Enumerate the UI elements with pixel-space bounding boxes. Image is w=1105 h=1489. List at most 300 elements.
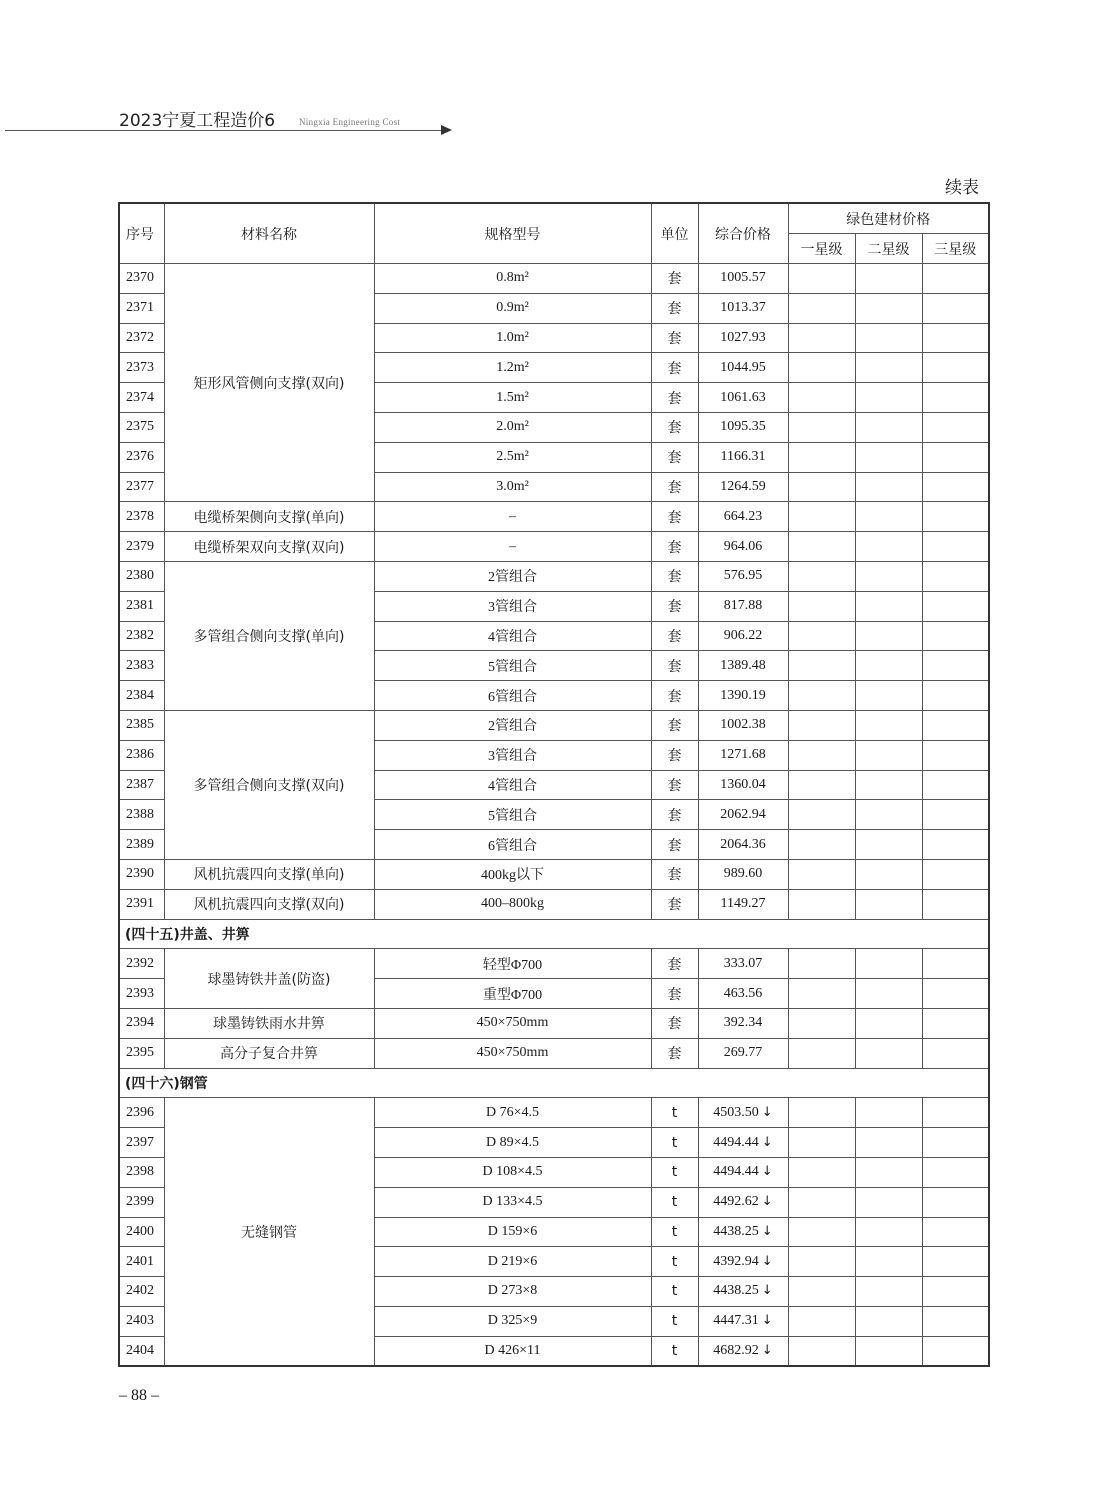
- price-value: 269.77: [723, 1045, 763, 1061]
- row-price: [698, 591, 788, 621]
- row-unit: 套: [651, 770, 698, 800]
- section-row: [119, 1068, 989, 1098]
- row-star2: [855, 830, 922, 860]
- price-value: 1390.19: [720, 687, 766, 703]
- row-star2: [855, 710, 922, 740]
- row-price: [698, 412, 788, 442]
- row-star2: [855, 800, 922, 830]
- price-down-arrow-icon: ↓: [761, 1134, 773, 1150]
- row-unit: 套: [651, 710, 698, 740]
- row-star2: [855, 770, 922, 800]
- price-value: 817.88: [723, 598, 763, 614]
- row-star3: [922, 532, 989, 562]
- row-price: [698, 353, 788, 383]
- row-star2: [855, 323, 922, 353]
- row-star3: [922, 1038, 989, 1068]
- row-star1: [788, 800, 855, 830]
- row-unit: 套: [651, 1038, 698, 1068]
- row-star2: [855, 293, 922, 323]
- row-unit: t: [651, 1187, 698, 1217]
- row-unit: 套: [651, 740, 698, 770]
- row-spec: D 159×6: [374, 1217, 651, 1247]
- row-star1: [788, 681, 855, 711]
- row-spec: 3.0m²: [374, 472, 651, 502]
- row-star2: [855, 1187, 922, 1217]
- row-seq: 2376: [119, 442, 164, 472]
- price-value: 4494.44: [713, 1134, 759, 1150]
- row-unit: 套: [651, 979, 698, 1009]
- price-value: 1166.31: [720, 449, 766, 465]
- row-star2: [855, 1038, 922, 1068]
- row-seq: 2380: [119, 561, 164, 591]
- row-star3: [922, 1128, 989, 1158]
- row-star3: [922, 621, 989, 651]
- row-star1: [788, 979, 855, 1009]
- row-price: [698, 1277, 788, 1307]
- row-star1: [788, 949, 855, 979]
- price-value: 4392.94: [713, 1253, 759, 1269]
- material-name: 矩形风管侧向支撑(双向): [164, 264, 374, 502]
- table-row: [119, 1038, 989, 1068]
- row-price: [698, 1187, 788, 1217]
- price-table: [118, 202, 990, 1367]
- material-name: 多管组合侧向支撑(单向): [164, 561, 374, 710]
- row-star1: [788, 1157, 855, 1187]
- row-unit: 套: [651, 591, 698, 621]
- row-unit: t: [651, 1217, 698, 1247]
- row-seq: 2390: [119, 859, 164, 889]
- section-heading: (四十六)钢管: [119, 1068, 989, 1098]
- row-seq: 2385: [119, 710, 164, 740]
- row-spec: –: [374, 502, 651, 532]
- row-unit: t: [651, 1128, 698, 1158]
- row-price: [698, 1217, 788, 1247]
- row-star1: [788, 1277, 855, 1307]
- row-spec: D 108×4.5: [374, 1157, 651, 1187]
- row-star1: [788, 412, 855, 442]
- row-price: [698, 1098, 788, 1128]
- row-spec: 0.9m²: [374, 293, 651, 323]
- row-spec: 450×750mm: [374, 1038, 651, 1068]
- price-down-arrow-icon: ↓: [761, 1343, 773, 1359]
- price-value: 392.34: [723, 1015, 763, 1031]
- price-value: 1013.37: [720, 300, 766, 316]
- row-star3: [922, 1098, 989, 1128]
- row-star2: [855, 859, 922, 889]
- journal-subtitle: Ningxia Engineering Cost: [299, 117, 401, 127]
- row-star3: [922, 889, 989, 919]
- row-star1: [788, 293, 855, 323]
- row-star2: [855, 472, 922, 502]
- row-star3: [922, 561, 989, 591]
- row-star1: [788, 859, 855, 889]
- row-star1: [788, 591, 855, 621]
- table-row: [119, 889, 989, 919]
- row-seq: 2398: [119, 1157, 164, 1187]
- row-price: [698, 1336, 788, 1366]
- row-star1: [788, 1336, 855, 1366]
- row-star2: [855, 383, 922, 413]
- row-price: [698, 949, 788, 979]
- header-spec: 规格型号: [374, 203, 651, 264]
- row-price: [698, 681, 788, 711]
- row-star3: [922, 979, 989, 1009]
- price-value: 1002.38: [720, 717, 766, 733]
- row-spec: 400–800kg: [374, 889, 651, 919]
- row-unit: 套: [651, 323, 698, 353]
- row-star3: [922, 710, 989, 740]
- row-star2: [855, 502, 922, 532]
- row-star3: [922, 264, 989, 294]
- row-star1: [788, 830, 855, 860]
- row-unit: 套: [651, 293, 698, 323]
- row-star3: [922, 681, 989, 711]
- row-price: [698, 1247, 788, 1277]
- row-seq: 2392: [119, 949, 164, 979]
- material-name: 球墨铸铁井盖(防盗): [164, 949, 374, 1009]
- row-unit: 套: [651, 859, 698, 889]
- header-star1: 一星级: [788, 234, 855, 264]
- row-price: [698, 383, 788, 413]
- table-row: [119, 502, 989, 532]
- material-name: 风机抗震四向支撑(双向): [164, 889, 374, 919]
- row-price: [698, 830, 788, 860]
- row-star2: [855, 1247, 922, 1277]
- price-value: 1360.04: [720, 776, 766, 792]
- row-seq: 2381: [119, 591, 164, 621]
- row-unit: t: [651, 1157, 698, 1187]
- price-value: 1027.93: [720, 329, 766, 345]
- price-value: 4503.50: [713, 1104, 759, 1120]
- row-star1: [788, 472, 855, 502]
- row-star3: [922, 412, 989, 442]
- price-value: 2064.36: [720, 836, 766, 852]
- row-spec: 1.5m²: [374, 383, 651, 413]
- row-star2: [855, 412, 922, 442]
- price-down-arrow-icon: ↓: [761, 1164, 773, 1180]
- row-seq: 2397: [119, 1128, 164, 1158]
- row-star2: [855, 740, 922, 770]
- row-star3: [922, 383, 989, 413]
- material-name: 电缆桥架侧向支撑(单向): [164, 502, 374, 532]
- header-arrow-icon: [441, 125, 452, 135]
- row-star2: [855, 561, 922, 591]
- row-unit: 套: [651, 949, 698, 979]
- row-star1: [788, 1217, 855, 1247]
- row-unit: 套: [651, 502, 698, 532]
- row-spec: D 426×11: [374, 1336, 651, 1366]
- price-value: 4492.62: [713, 1194, 759, 1210]
- row-star3: [922, 770, 989, 800]
- row-seq: 2404: [119, 1336, 164, 1366]
- row-star2: [855, 442, 922, 472]
- row-price: [698, 502, 788, 532]
- section-row: [119, 919, 989, 949]
- row-price: [698, 1306, 788, 1336]
- row-star1: [788, 1098, 855, 1128]
- row-price: [698, 1038, 788, 1068]
- continued-label: 续表: [945, 178, 979, 198]
- row-spec: D 219×6: [374, 1247, 651, 1277]
- row-star2: [855, 591, 922, 621]
- price-value: 4447.31: [713, 1313, 759, 1329]
- row-star3: [922, 800, 989, 830]
- row-star1: [788, 651, 855, 681]
- row-unit: 套: [651, 651, 698, 681]
- row-seq: 2374: [119, 383, 164, 413]
- section-heading: (四十五)井盖、井箅: [119, 919, 989, 949]
- row-seq: 2378: [119, 502, 164, 532]
- row-star1: [788, 1008, 855, 1038]
- row-star3: [922, 1187, 989, 1217]
- row-unit: 套: [651, 532, 698, 562]
- row-unit: 套: [651, 383, 698, 413]
- row-seq: 2389: [119, 830, 164, 860]
- row-star2: [855, 1128, 922, 1158]
- header-price: 综合价格: [698, 203, 788, 264]
- price-value: 1264.59: [720, 478, 766, 494]
- price-value: 1149.27: [720, 896, 766, 912]
- row-star1: [788, 532, 855, 562]
- row-price: [698, 740, 788, 770]
- table-row: [119, 949, 989, 979]
- price-value: 1271.68: [720, 747, 766, 763]
- row-seq: 2394: [119, 1008, 164, 1038]
- row-unit: 套: [651, 1008, 698, 1038]
- row-unit: 套: [651, 412, 698, 442]
- row-star3: [922, 1277, 989, 1307]
- row-star1: [788, 353, 855, 383]
- price-value: 964.06: [723, 538, 763, 554]
- table-row: [119, 532, 989, 562]
- row-price: [698, 651, 788, 681]
- row-star3: [922, 651, 989, 681]
- row-star3: [922, 949, 989, 979]
- row-unit: 套: [651, 621, 698, 651]
- row-star3: [922, 1306, 989, 1336]
- material-name: 风机抗震四向支撑(单向): [164, 859, 374, 889]
- row-spec: D 89×4.5: [374, 1128, 651, 1158]
- row-star3: [922, 1217, 989, 1247]
- row-price: [698, 710, 788, 740]
- row-spec: 重型Φ700: [374, 979, 651, 1009]
- row-star3: [922, 353, 989, 383]
- row-star1: [788, 889, 855, 919]
- row-spec: 5管组合: [374, 800, 651, 830]
- price-value: 906.22: [723, 627, 763, 643]
- row-star2: [855, 1157, 922, 1187]
- row-seq: 2377: [119, 472, 164, 502]
- row-seq: 2401: [119, 1247, 164, 1277]
- price-value: 1095.35: [720, 419, 766, 435]
- row-star2: [855, 651, 922, 681]
- row-seq: 2373: [119, 353, 164, 383]
- table-row: [119, 264, 989, 294]
- row-star3: [922, 472, 989, 502]
- row-seq: 2387: [119, 770, 164, 800]
- row-star1: [788, 561, 855, 591]
- row-star3: [922, 591, 989, 621]
- row-seq: 2400: [119, 1217, 164, 1247]
- row-price: [698, 889, 788, 919]
- row-seq: 2379: [119, 532, 164, 562]
- header-rule: [5, 130, 445, 131]
- row-star3: [922, 1247, 989, 1277]
- row-seq: 2382: [119, 621, 164, 651]
- row-star1: [788, 770, 855, 800]
- row-spec: 2管组合: [374, 561, 651, 591]
- price-value: 463.56: [723, 985, 763, 1001]
- price-value: 4438.25: [713, 1283, 759, 1299]
- row-spec: D 325×9: [374, 1306, 651, 1336]
- price-value: 1061.63: [720, 389, 766, 405]
- row-star3: [922, 442, 989, 472]
- table-row: [119, 1008, 989, 1038]
- row-star2: [855, 1277, 922, 1307]
- row-price: [698, 442, 788, 472]
- row-unit: 套: [651, 889, 698, 919]
- material-name: 电缆桥架双向支撑(双向): [164, 532, 374, 562]
- row-star3: [922, 1336, 989, 1366]
- row-star1: [788, 1128, 855, 1158]
- row-price: [698, 1008, 788, 1038]
- row-spec: 400kg以下: [374, 859, 651, 889]
- header-star3: 三星级: [922, 234, 989, 264]
- journal-title: 2023宁夏工程造价6: [119, 111, 276, 131]
- price-value: 2062.94: [720, 806, 766, 822]
- row-seq: 2383: [119, 651, 164, 681]
- row-spec: 0.8m²: [374, 264, 651, 294]
- row-seq: 2393: [119, 979, 164, 1009]
- price-down-arrow-icon: ↓: [761, 1283, 773, 1299]
- row-star3: [922, 1157, 989, 1187]
- header-star2: 二星级: [855, 234, 922, 264]
- row-price: [698, 532, 788, 562]
- row-unit: t: [651, 1277, 698, 1307]
- material-name: 球墨铸铁雨水井箅: [164, 1008, 374, 1038]
- row-seq: 2403: [119, 1306, 164, 1336]
- row-star2: [855, 1306, 922, 1336]
- material-name: 多管组合侧向支撑(双向): [164, 710, 374, 859]
- material-name: 无缝钢管: [164, 1098, 374, 1367]
- page-number: – 88 –: [119, 1387, 159, 1404]
- table-row: [119, 561, 989, 591]
- price-down-arrow-icon: ↓: [761, 1194, 773, 1210]
- row-star3: [922, 1008, 989, 1038]
- row-spec: 3管组合: [374, 591, 651, 621]
- row-star1: [788, 442, 855, 472]
- table-row: [119, 710, 989, 740]
- row-seq: 2391: [119, 889, 164, 919]
- row-spec: 6管组合: [374, 681, 651, 711]
- row-price: [698, 264, 788, 294]
- price-value: 4494.44: [713, 1164, 759, 1180]
- price-value: 4682.92: [713, 1343, 759, 1359]
- row-seq: 2388: [119, 800, 164, 830]
- row-spec: 6管组合: [374, 830, 651, 860]
- row-seq: 2396: [119, 1098, 164, 1128]
- row-spec: 2.0m²: [374, 412, 651, 442]
- price-value: 1005.57: [720, 270, 766, 286]
- price-value: 1389.48: [720, 657, 766, 673]
- row-star1: [788, 1247, 855, 1277]
- row-star1: [788, 621, 855, 651]
- row-star2: [855, 532, 922, 562]
- price-down-arrow-icon: ↓: [761, 1223, 773, 1239]
- row-spec: 1.2m²: [374, 353, 651, 383]
- price-value: 4438.25: [713, 1223, 759, 1239]
- row-star3: [922, 323, 989, 353]
- price-value: 1044.95: [720, 359, 766, 375]
- row-price: [698, 979, 788, 1009]
- row-unit: 套: [651, 353, 698, 383]
- row-price: [698, 859, 788, 889]
- row-unit: 套: [651, 830, 698, 860]
- row-price: [698, 800, 788, 830]
- row-star2: [855, 1008, 922, 1038]
- price-value: 576.95: [723, 568, 763, 584]
- row-price: [698, 323, 788, 353]
- row-spec: 4管组合: [374, 770, 651, 800]
- price-value: 989.60: [723, 866, 763, 882]
- row-spec: 450×750mm: [374, 1008, 651, 1038]
- row-unit: t: [651, 1247, 698, 1277]
- row-price: [698, 293, 788, 323]
- price-down-arrow-icon: ↓: [761, 1313, 773, 1329]
- row-seq: 2371: [119, 293, 164, 323]
- row-star2: [855, 621, 922, 651]
- row-star1: [788, 710, 855, 740]
- row-price: [698, 561, 788, 591]
- row-price: [698, 770, 788, 800]
- price-value: 333.07: [723, 955, 763, 971]
- row-spec: 5管组合: [374, 651, 651, 681]
- row-star2: [855, 949, 922, 979]
- row-price: [698, 621, 788, 651]
- row-star3: [922, 502, 989, 532]
- row-spec: D 273×8: [374, 1277, 651, 1307]
- header-green-price: 绿色建材价格: [788, 203, 989, 234]
- row-unit: t: [651, 1098, 698, 1128]
- row-star1: [788, 1306, 855, 1336]
- row-star1: [788, 323, 855, 353]
- row-spec: D 76×4.5: [374, 1098, 651, 1128]
- row-spec: 轻型Φ700: [374, 949, 651, 979]
- row-star1: [788, 264, 855, 294]
- price-down-arrow-icon: ↓: [761, 1104, 773, 1120]
- row-spec: 4管组合: [374, 621, 651, 651]
- row-seq: 2399: [119, 1187, 164, 1217]
- row-spec: 1.0m²: [374, 323, 651, 353]
- row-unit: 套: [651, 442, 698, 472]
- row-unit: t: [651, 1306, 698, 1336]
- row-star1: [788, 383, 855, 413]
- row-star2: [855, 264, 922, 294]
- row-star3: [922, 293, 989, 323]
- header-name: 材料名称: [164, 203, 374, 264]
- row-star1: [788, 1038, 855, 1068]
- table-row: [119, 859, 989, 889]
- row-price: [698, 1128, 788, 1158]
- row-star3: [922, 830, 989, 860]
- row-star2: [855, 889, 922, 919]
- row-unit: 套: [651, 561, 698, 591]
- row-price: [698, 1157, 788, 1187]
- price-down-arrow-icon: ↓: [761, 1253, 773, 1269]
- row-price: [698, 472, 788, 502]
- row-seq: 2375: [119, 412, 164, 442]
- row-seq: 2386: [119, 740, 164, 770]
